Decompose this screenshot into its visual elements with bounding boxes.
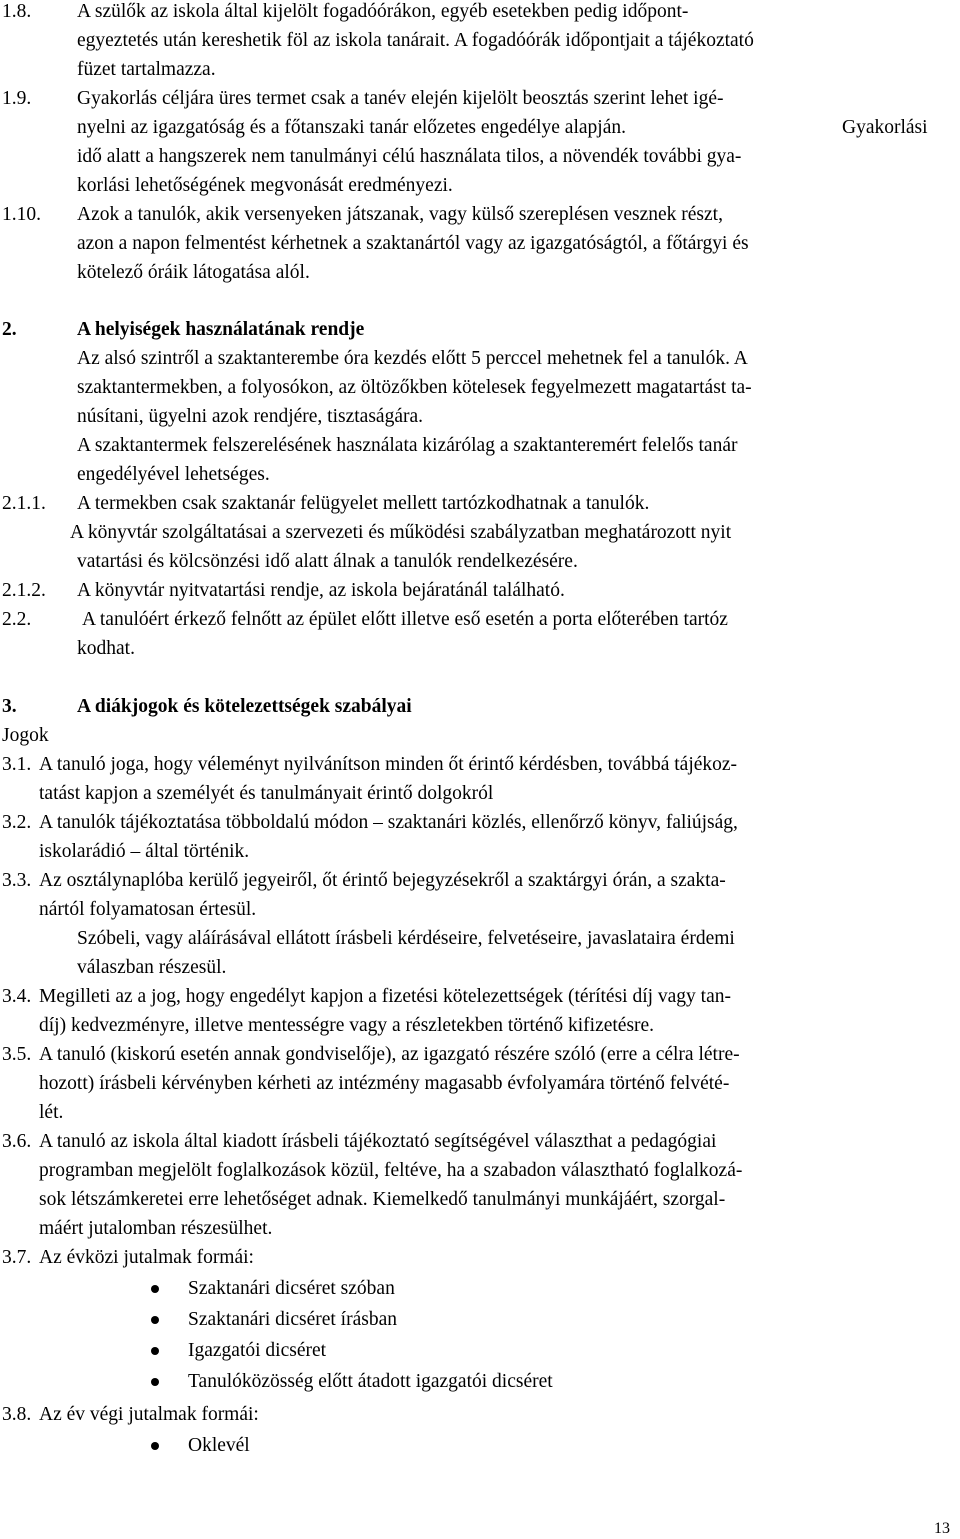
item-number: 3.2.: [2, 812, 32, 833]
paragraph-line: tatást kapjon a személyét és tanulmányait érintő dolgokról: [39, 783, 494, 804]
subheading: Jogok: [2, 725, 49, 746]
paragraph-line: A szaktantermek felszerelésének használata kizárólag a szaktanteremért felelős tanár: [77, 435, 738, 456]
item-number: 1.8.: [2, 1, 32, 22]
list-item: Tanulóközösség előtt átadott igazgatói dicséret: [188, 1371, 553, 1392]
item-number: 3.1.: [2, 754, 32, 775]
paragraph-line: hozott) írásbeli kérvényben kérheti az intézmény magasabb évfolyamára történő felvété-: [39, 1073, 730, 1094]
paragraph-line: idő alatt a hangszerek nem tanulmányi célú használata tilos, a növendék további gya-: [77, 146, 742, 167]
paragraph-line: A könyvtár nyitvatartási rendje, az iskola bejáratánál található.: [77, 580, 565, 601]
item-number: 3.6.: [2, 1131, 32, 1152]
item-number: 1.10.: [2, 204, 41, 225]
paragraph-line: núsítani, ügyelni azok rendjére, tisztaságára.: [77, 406, 423, 427]
paragraph-line: szaktantermekben, a folyosókon, az öltözőkben kötelesek fegyelmezett magatartást ta-: [77, 377, 752, 398]
item-number: 1.9.: [2, 88, 32, 109]
page-number: 13: [934, 1520, 950, 1537]
paragraph-line: Gyakorlás céljára üres termet csak a tanév elején kijelölt beosztás szerint lehet igé-: [77, 88, 724, 109]
section-heading: A helyiségek használatának rendje: [77, 319, 365, 340]
paragraph-line: A tanulók tájékoztatása többoldalú módon – szaktanári közlés, ellenőrző könyv, faliújság,: [39, 812, 738, 833]
paragraph-line: Az évközi jutalmak formái:: [39, 1247, 254, 1268]
paragraph-line: engedélyével lehetséges.: [77, 464, 270, 485]
paragraph-line: egyeztetés után kereshetik föl az iskola tanárait. A fogadóórák időpontjait a tájékoztató: [77, 30, 754, 51]
section-number: 3.: [2, 696, 17, 717]
list-item: Igazgatói dicséret: [188, 1340, 327, 1361]
paragraph-line: Szóbeli, vagy aláírásával ellátott írásbeli kérdéseire, felvetéseire, javaslataira érdemi: [77, 928, 735, 949]
paragraph-line: máért jutalomban részesülhet.: [39, 1218, 273, 1239]
paragraph-line: A tanuló az iskola által kiadott írásbeli tájékoztató segítségével választhat a pedagógiai: [39, 1131, 717, 1152]
paragraph-line: A szülők az iskola által kijelölt fogadóórákon, egyéb esetekben pedig időpont-: [77, 1, 689, 22]
paragraph-line: vatartási és kölcsönzési idő alatt álnak a tanulók rendelkezésére.: [77, 551, 578, 572]
paragraph-line: kötelező óráik látogatása alól.: [77, 262, 310, 283]
item-number: 2.1.1.: [2, 493, 46, 514]
paragraph-line: A tanulóért érkező felnőtt az épület előtt illetve eső esetén a porta előterében tartóz: [82, 609, 728, 630]
paragraph-line: válaszban részesül.: [77, 957, 227, 978]
item-number: 2.1.2.: [2, 580, 46, 601]
item-number: 3.3.: [2, 870, 32, 891]
paragraph-line: Gyakorlási: [842, 117, 928, 138]
paragraph-line: iskolarádió – által történik.: [39, 841, 250, 862]
item-number: 3.7.: [2, 1247, 32, 1268]
bullet-icon: [151, 1316, 159, 1324]
bullet-icon: [151, 1378, 159, 1386]
paragraph-line: díj) kedvezményre, illetve mentességre vagy a részletekben történő kifizetésre.: [39, 1015, 655, 1036]
paragraph-line: korlási lehetőségének megvonását eredményezi.: [77, 175, 453, 196]
bullet-icon: [151, 1285, 159, 1293]
bullet-icon: [151, 1442, 159, 1450]
paragraph-line: Az alsó szintről a szaktanterembe óra kezdés előtt 5 perccel mehetnek fel a tanulók. A: [77, 348, 748, 369]
item-number: 3.5.: [2, 1044, 32, 1065]
paragraph-line: A tanuló joga, hogy véleményt nyilvánítson minden őt érintő kérdésben, továbbá tájékoz-: [39, 754, 738, 775]
item-number: 3.8.: [2, 1404, 32, 1425]
paragraph-line: programban megjelölt foglalkozások közül, feltéve, ha a szabadon választható foglalkozá-: [39, 1160, 743, 1181]
paragraph-line: azon a napon felmentést kérhetnek a szaktanártól vagy az igazgatóságtól, a főtárgyi és: [77, 233, 749, 254]
paragraph-line: Az osztálynaplóba kerülő jegyeiről, őt érintő bejegyzésekről a szaktárgyi órán, a szakta-: [39, 870, 726, 891]
section-heading: A diákjogok és kötelezettségek szabályai: [77, 696, 412, 717]
item-number: 2.2.: [2, 609, 32, 630]
list-item: Oklevél: [188, 1435, 250, 1456]
item-number: 3.4.: [2, 986, 32, 1007]
section-number: 2.: [2, 319, 17, 340]
paragraph-line: A könyvtár szolgáltatásai a szervezeti és működési szabályzatban meghatározott nyit: [70, 522, 732, 543]
paragraph-line: Azok a tanulók, akik versenyeken játszanak, vagy külső szereplésen vesznek részt,: [77, 204, 723, 225]
paragraph-line: A tanuló (kiskorú esetén annak gondviselője), az igazgató részére szóló (erre a célra létre-: [39, 1044, 740, 1065]
paragraph-line: Az év végi jutalmak formái:: [39, 1404, 259, 1425]
list-item: Szaktanári dicséret szóban: [188, 1278, 395, 1299]
paragraph-line: Megilleti az a jog, hogy engedélyt kapjon a fizetési kötelezettségek (térítési díj vagy tan-: [39, 986, 732, 1007]
paragraph-line: lét.: [39, 1102, 64, 1123]
bullet-icon: [151, 1347, 159, 1355]
list-item: Szaktanári dicséret írásban: [188, 1309, 397, 1330]
paragraph-line: kodhat.: [77, 638, 135, 659]
paragraph-line: A termekben csak szaktanár felügyelet mellett tartózkodhatnak a tanulók.: [77, 493, 650, 514]
paragraph-line: nártól folyamatosan értesül.: [39, 899, 257, 920]
paragraph-line: nyelni az igazgatóság és a főtanszaki tanár előzetes engedélye alapján.: [77, 117, 626, 138]
paragraph-line: sok létszámkeretei erre lehetőséget adnak. Kiemelkedő tanulmányi munkájáért, szorgal-: [39, 1189, 726, 1210]
paragraph-line: füzet tartalmazza.: [77, 59, 216, 80]
